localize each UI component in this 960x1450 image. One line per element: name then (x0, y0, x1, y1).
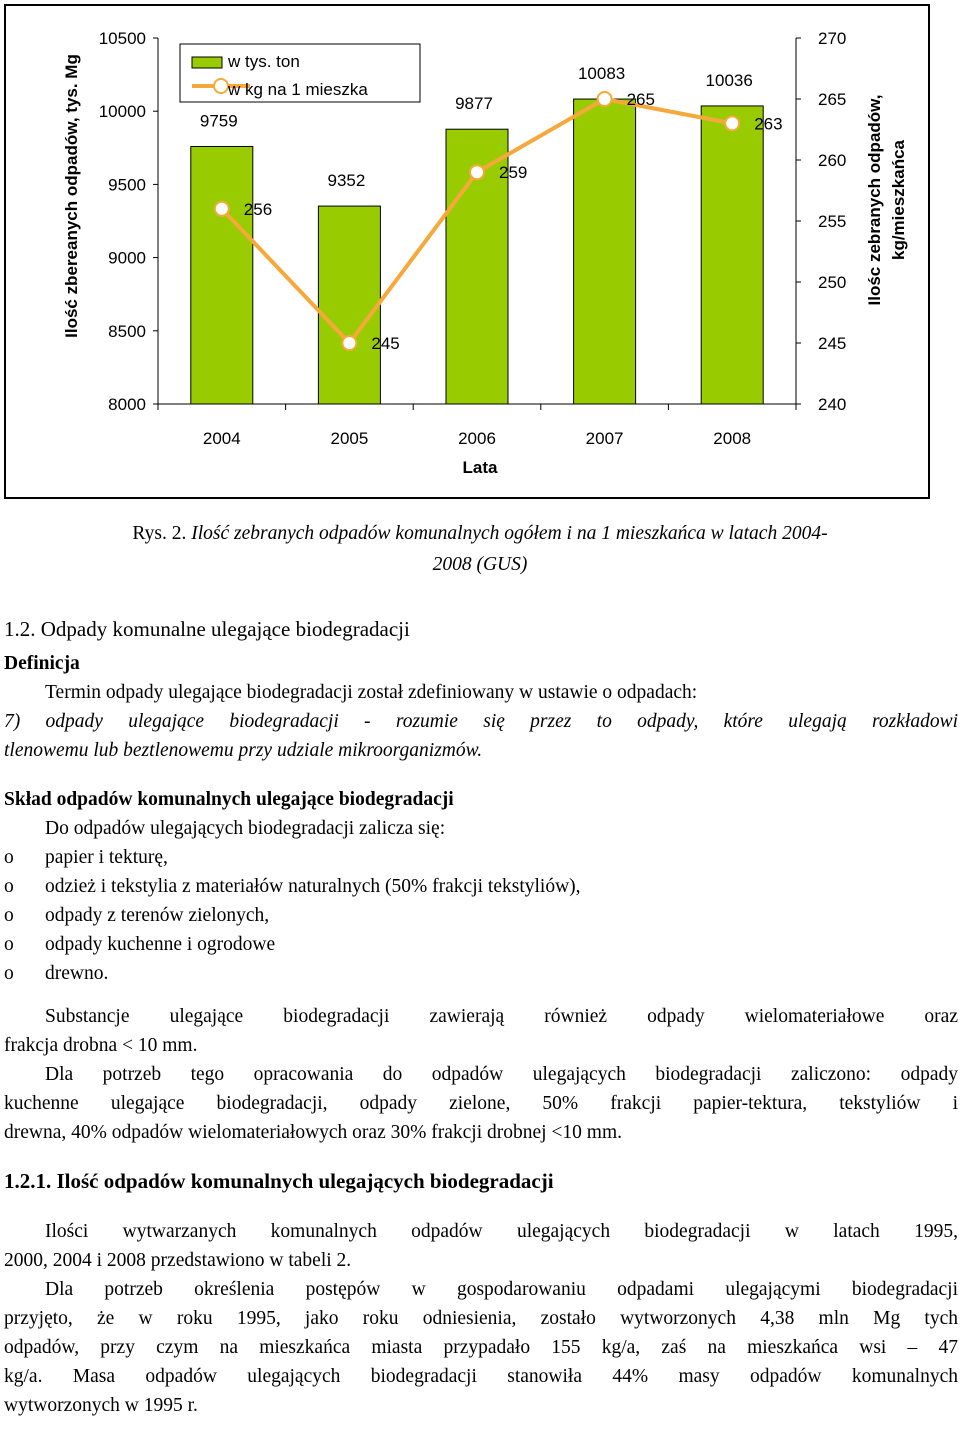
bar-data-label: 9877 (455, 94, 493, 114)
line-data-label: 265 (626, 90, 655, 109)
list-item (4, 872, 958, 901)
figure-caption (40, 518, 920, 580)
bar (318, 206, 380, 404)
caption-prefix: Rys. 2. (132, 523, 187, 544)
subsection-title: Ilość odpadów komunalnych ulegających biodegradacji (56, 1169, 554, 1193)
definition-intro: Termin odpady ulegające biodegradacji został zdefiniowany w ustawie o odpadach: (45, 682, 698, 703)
list-item (4, 930, 958, 959)
bullet-marker: o (4, 934, 14, 955)
bar-data-label: 10083 (577, 64, 626, 84)
line-data-label: 259 (499, 163, 528, 183)
line-data-label: 263 (754, 114, 783, 134)
y-tick-label-left: 8000 (108, 395, 146, 414)
y-tick-label-right: 255 (818, 212, 847, 231)
y-tick-label-right: 265 (818, 90, 847, 109)
paragraph-line: przyjęto, że w roku 1995, jako roku odniesienia, zostało wytworzonych 4,38 mln Mg tych (4, 1308, 958, 1329)
section-heading (4, 615, 958, 649)
spacer (4, 1147, 958, 1167)
bar-data-label: 9352 (327, 171, 366, 191)
y-tick-label-left: 8500 (108, 321, 146, 341)
caption-line-1 (40, 518, 920, 549)
y-axis-title-right-line1: Ilośc zebranych odpadów, (865, 94, 884, 306)
list-item-text: odzież i tekstylia z materiałów naturalnych (50% frakcji tekstyliów), (45, 876, 581, 897)
bullet-marker: o (4, 876, 14, 897)
line-point (215, 202, 229, 216)
composition-intro: Do odpadów ulegających biodegradacji zalicza się: (45, 818, 446, 839)
paragraph-line: odpadów, przy czym na mieszkańca miasta przypadało 155 kg/a, zaś na mieszkańca wsi – 47 (4, 1337, 958, 1358)
composition-list (4, 843, 958, 988)
legend-swatch-bars (192, 57, 222, 68)
y-tick-label-right: 240 (818, 395, 847, 414)
list-item-text: drewno. (45, 963, 109, 984)
paragraph-line: Dla potrzeb określenia postępów w gospodarowaniu odpadami ulegającymi biodegradacji (45, 1279, 958, 1300)
x-tick-label: 2004 (202, 429, 241, 448)
definition-quote-line-2: tlenowemu lub beztlenowemu przy udziale mikroorganizmów. (4, 740, 483, 761)
combo-chart (6, 6, 928, 497)
paragraph-line: frakcja drobna < 10 mm. (4, 1035, 198, 1056)
line-data-label: 256 (243, 199, 273, 219)
x-tick-label: 2005 (330, 429, 369, 448)
section-title: Odpady komunalne ulegające biodegradacji (40, 617, 410, 641)
line-data-label: 245 (371, 334, 400, 353)
subsection-heading (4, 1167, 958, 1203)
paragraph-line: Ilości wytwarzanych komunalnych odpadów ulegających biodegradacji w latach 1995, (45, 1221, 958, 1242)
chart-frame (4, 4, 930, 499)
caption-line-2 (40, 549, 920, 580)
legend (180, 44, 420, 102)
y-tick-label-right: 270 (818, 29, 847, 48)
x-tick-label: 2008 (713, 429, 752, 448)
list-item (4, 901, 958, 930)
y-axis-title-left: Ilość zbereanych odpadów, tys. Mg (62, 54, 81, 338)
composition-heading: Skład odpadów komunalnych ulegające biodegradacji (4, 789, 454, 810)
x-axis-title: Lata (462, 458, 498, 477)
definition-heading: Definicja (4, 653, 80, 674)
y-tick-label-left: 10000 (98, 102, 146, 122)
paragraph-line: Dla potrzeb tego opracowania do odpadów ulegających biodegradacji zaliczono: odpady (45, 1064, 958, 1085)
bar-data-label: 10036 (705, 70, 753, 90)
paragraph-line: kg/a. Masa odpadów ulegających biodegradacji stanowiła 44% masy odpadów komunalnych (4, 1366, 958, 1387)
y-axis-title-right-line2: kg/mieszkańca (889, 139, 908, 261)
paragraph-line: Substancje ulegające biodegradacji zawierają również odpady wielomateriałowe oraz (45, 1006, 958, 1027)
bullet-marker: o (4, 963, 14, 984)
bar (701, 106, 763, 404)
subsection-number: 1.2.1. (4, 1169, 52, 1193)
spacer (4, 1203, 958, 1217)
legend-label-line: w kg na 1 mieszka (228, 80, 368, 99)
line-point (598, 92, 612, 106)
y-tick-label-right: 245 (818, 334, 847, 353)
paragraph-line: wytworzonych w 1995 r. (4, 1395, 198, 1416)
line-point (725, 116, 739, 130)
list-item (4, 959, 958, 988)
spacer (4, 765, 958, 785)
y-tick-label-right: 260 (818, 151, 847, 170)
definition-quote-line-1: 7) odpady ulegające biodegradacji - rozumie się przez to odpady, które ulegają rozkładowi (4, 711, 958, 732)
bullet-marker: o (4, 847, 14, 868)
line-point (342, 336, 356, 350)
list-item-text: odpady kuchenne i ogrodowe (45, 934, 276, 955)
caption-text-1: Ilość zebranych odpadów komunalnych ogółem i na 1 mieszkańca w latach 2004- (191, 523, 828, 544)
paragraph-line: 2000, 2004 i 2008 przedstawiono w tabeli 2. (4, 1250, 352, 1271)
y-tick-label-right: 250 (818, 273, 847, 292)
y-tick-label-left: 9000 (108, 248, 146, 268)
bars-group (191, 64, 763, 404)
document-body (4, 615, 958, 1420)
bar (574, 99, 636, 404)
y-tick-label-left: 10500 (98, 29, 146, 48)
list-item-text: papier i tekturę, (45, 847, 168, 868)
legend-marker-line (214, 79, 228, 93)
y-tick-label-left: 9500 (108, 175, 146, 195)
paragraph-line: kuchenne ulegające biodegradacji, odpady zielone, 50% frakcji papier-tektura, tekstyliów i (4, 1093, 958, 1114)
line-point (470, 165, 484, 179)
bar (191, 146, 253, 404)
bullet-marker: o (4, 905, 14, 926)
x-tick-label: 2007 (585, 429, 624, 448)
caption-text-2: 2008 (GUS) (432, 554, 528, 575)
list-item (4, 843, 958, 872)
list-item-text: odpady z terenów zielonych, (45, 905, 270, 926)
section-number: 1.2. (4, 617, 36, 641)
x-tick-label: 2006 (458, 429, 496, 448)
legend-label-bars: w tys. ton (228, 52, 300, 71)
bar-data-label: 9759 (199, 111, 238, 131)
paragraph-line: drewna, 40% odpadów wielomateriałowych oraz 30% frakcji drobnej <10 mm. (4, 1122, 623, 1143)
spacer (4, 988, 958, 1002)
